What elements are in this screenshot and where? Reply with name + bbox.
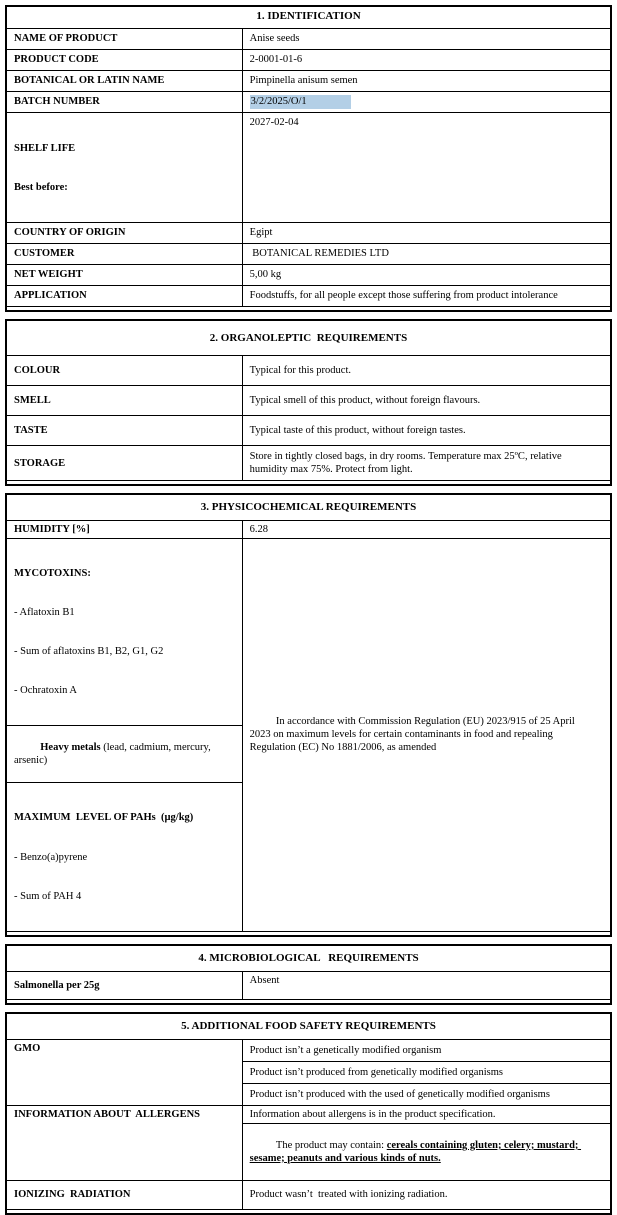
table-row: [7, 446, 610, 481]
table-row: [7, 539, 610, 726]
row-label-salmonella: Salmonella per 25g: [7, 971, 242, 999]
row-label-allergens: INFORMATION ABOUT ALLERGENS: [7, 1105, 242, 1180]
row-value-colour: Typical for this product.: [242, 356, 610, 386]
section-organoleptic: [5, 319, 612, 486]
identification-table: [7, 7, 610, 307]
table-row: [7, 265, 610, 286]
row-value-botanical-name: Pimpinella anisum semen: [242, 71, 610, 92]
additional-table: [7, 1014, 610, 1210]
mycotoxins-item: - Aflatoxin B1: [14, 607, 75, 619]
row-label-application: APPLICATION: [7, 286, 242, 307]
row-value-salmonella: Absent: [242, 971, 610, 999]
physicochemical-table: [7, 495, 610, 931]
table-row: [7, 286, 610, 307]
section-additional-title: 5. ADDITIONAL FOOD SAFETY REQUIREMENTS: [181, 1019, 436, 1032]
row-value-name-of-product: Anise seeds: [242, 29, 610, 50]
row-value-product-code: 2-0001-01-6: [242, 50, 610, 71]
row-label-heavy-metals: [7, 726, 242, 783]
regulation-text: In accordance with Commission Regulation (EU) 2023/915 of 25 April 2023 on maximum levels for certain contaminants in food and repealing Regulation (EC) No 1881/2006, as amended: [249, 716, 578, 754]
row-label-net-weight: NET WEIGHT: [7, 265, 242, 286]
row-value-storage: Store in tightly closed bags, in dry rooms. Temperature max 25ºC, relative humidity max 75%. Protect from light.: [242, 446, 610, 481]
row-value-gmo-2: Product isn’t produced from genetically modified organisms: [242, 1061, 610, 1083]
mycotoxins-heading: MYCOTOXINS:: [14, 568, 91, 580]
row-label-taste: TASTE: [7, 416, 242, 446]
table-row: [7, 113, 610, 223]
row-label-batch-number: BATCH NUMBER: [7, 92, 242, 113]
section-physicochemical: [5, 493, 612, 936]
row-label-pahs: [7, 783, 242, 931]
table-row: [7, 416, 610, 446]
row-value-application: Foodstuffs, for all people except those suffering from product intolerance: [242, 286, 610, 307]
table-row: [7, 521, 610, 539]
row-value-country-of-origin: Egipt: [242, 223, 610, 244]
section-microbiological-title: 4. MICROBIOLOGICAL REQUIREMENTS: [198, 951, 419, 964]
microbiological-table: [7, 946, 610, 1000]
row-value-taste: Typical taste of this product, without foreign tastes.: [242, 416, 610, 446]
section-identification: [5, 5, 612, 312]
mycotoxins-item: - Ochratoxin A: [14, 685, 77, 697]
row-label-gmo: GMO: [7, 1039, 242, 1105]
row-label-customer: CUSTOMER: [7, 244, 242, 265]
table-row: [7, 244, 610, 265]
row-label-product-code: PRODUCT CODE: [7, 50, 242, 71]
row-value-smell: Typical smell of this product, without foreign flavours.: [242, 386, 610, 416]
allergens-list: cereals containing gluten; celery; mustard; sesame; peanuts and various kinds of nuts.: [249, 1139, 582, 1164]
batch-number-highlight: 3/2/2025/O/1: [250, 95, 351, 109]
pahs-item: - Sum of PAH 4: [14, 890, 82, 902]
table-row: [7, 971, 610, 999]
heavy-metals-detail: (lead, cadmium, mercury, arsenic): [14, 742, 216, 767]
mycotoxins-item: - Sum of aflatoxins B1, B2, G1, G2: [14, 646, 164, 658]
section-physicochemical-title: 3. PHYSICOCHEMICAL REQUIREMENTS: [200, 501, 417, 514]
pahs-item: - Benzo(a)pyrene: [14, 851, 88, 863]
section-identification-title: 1. IDENTIFICATION: [256, 10, 361, 23]
table-row: [7, 356, 610, 386]
heavy-metals-heading: Heavy metals: [40, 742, 104, 754]
regulation-cell: [242, 539, 610, 931]
shelf-life-line2: Best before:: [14, 182, 68, 194]
row-value-shelf-life: 2027-02-04: [242, 113, 610, 223]
row-label-ionizing-radiation: IONIZING RADIATION: [7, 1180, 242, 1209]
row-value-net-weight: 5,00 kg: [242, 265, 610, 286]
pahs-heading: MAXIMUM LEVEL OF PAHs (µg/kg): [14, 812, 194, 824]
row-value-ionizing-radiation: Product wasn’t treated with ionizing radiation.: [242, 1180, 610, 1209]
row-label-botanical-name: BOTANICAL OR LATIN NAME: [7, 71, 242, 92]
row-value-batch-number: [242, 92, 610, 113]
table-row: [7, 1039, 610, 1061]
row-value-gmo-1: Product isn’t a genetically modified organism: [242, 1039, 610, 1061]
table-row: [7, 386, 610, 416]
row-value-allergens-2: [242, 1123, 610, 1180]
row-value-customer: BOTANICAL REMEDIES LTD: [242, 244, 610, 265]
section-microbiological: [5, 944, 612, 1005]
table-row: [7, 92, 610, 113]
row-label-name-of-product: NAME OF PRODUCT: [7, 29, 242, 50]
row-label-humidity: HUMIDITY [%]: [7, 521, 242, 539]
table-row: [7, 71, 610, 92]
table-row: [7, 50, 610, 71]
section-organoleptic-title: 2. ORGANOLEPTIC REQUIREMENTS: [209, 331, 408, 344]
section-additional: [5, 1012, 612, 1215]
row-label-country-of-origin: COUNTRY OF ORIGIN: [7, 223, 242, 244]
row-label-shelf-life: [7, 113, 242, 223]
row-value-allergens-1: Information about allergens is in the product specification.: [242, 1105, 610, 1123]
table-row: [7, 1105, 610, 1123]
organoleptic-table: [7, 321, 610, 481]
table-row: [7, 223, 610, 244]
row-label-colour: COLOUR: [7, 356, 242, 386]
row-label-mycotoxins: [7, 539, 242, 726]
allergens-prefix: The product may contain:: [275, 1139, 387, 1151]
table-row: [7, 1180, 610, 1209]
row-label-smell: SMELL: [7, 386, 242, 416]
row-value-gmo-3: Product isn’t produced with the used of genetically modified organisms: [242, 1083, 610, 1105]
row-value-humidity: 6.28: [242, 521, 610, 539]
table-row: [7, 29, 610, 50]
shelf-life-line1: SHELF LIFE: [14, 143, 76, 155]
row-label-storage: STORAGE: [7, 446, 242, 481]
